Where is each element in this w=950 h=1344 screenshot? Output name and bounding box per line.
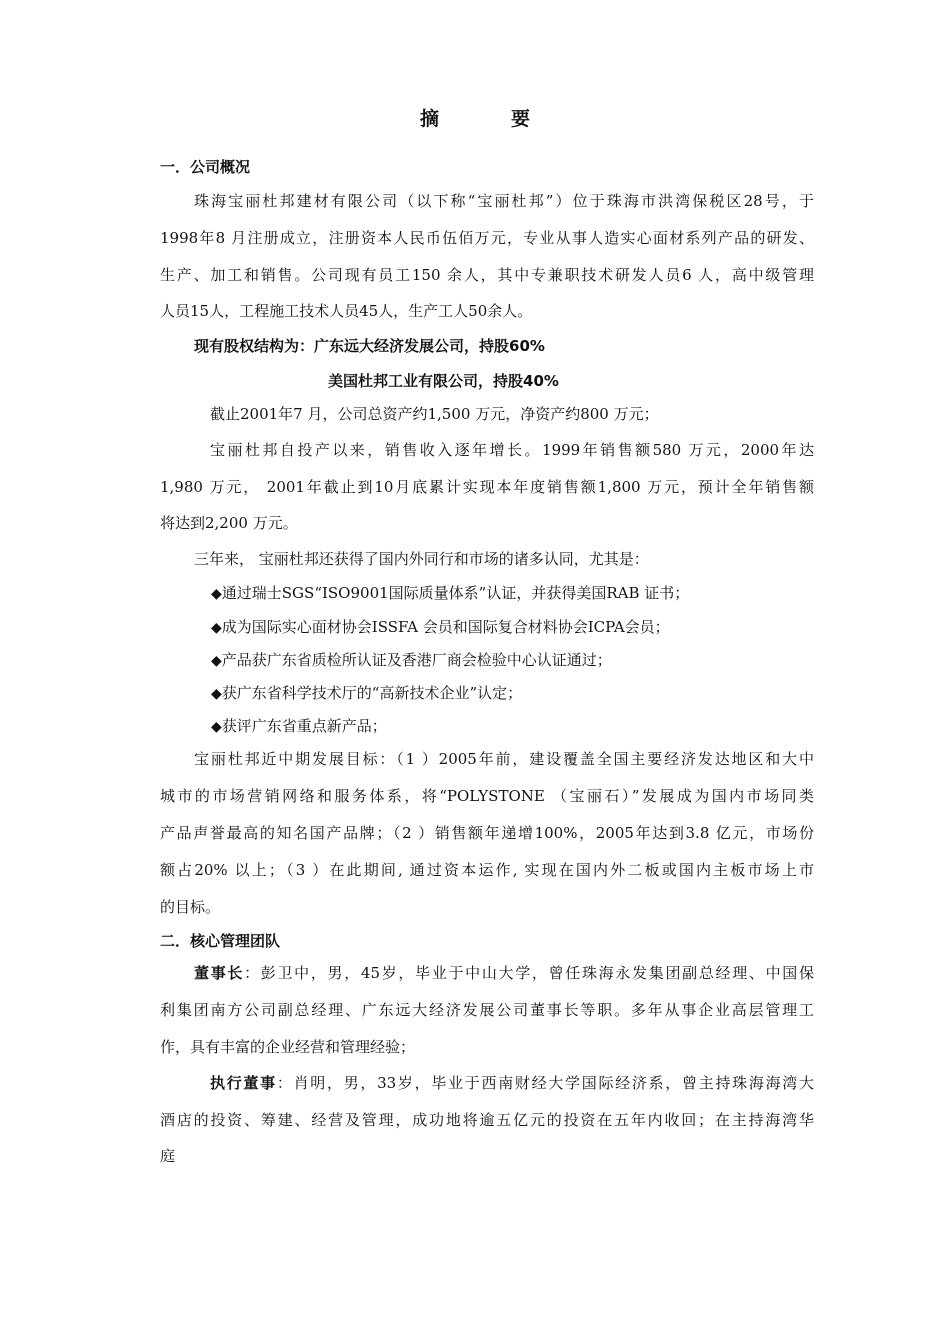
recognition-intro: 三年来， 宝丽杜邦还获得了国内外同行和市场的诸多认同，尤其是： [194, 550, 649, 568]
section-heading-company-overview: 一．公司概况 [160, 158, 251, 176]
overview-line-2: 1998年8 月注册成立，注册资本人民币伍佰万元，专业从事人造实心面材系列产品的研发、 [160, 229, 814, 247]
assets-line: 截止2001年7 月，公司总资产约1,500 万元，净资产约800 万元； [210, 405, 659, 423]
bullet-item-1: ◆ 通过瑞士SGS“ISO9001国际质量体系”认证，并获得美国RAB 证书； [211, 583, 689, 604]
section-heading-management-team: 二．核心管理团队 [160, 932, 281, 950]
chairman-label: 董事长 [194, 964, 245, 982]
exec-director-line-3: 庭 [160, 1147, 176, 1165]
sales-line-2: 1,980 万元， 2001年截止到10月底累计实现本年度销售额1,800 万元，预计全年销售额 [160, 478, 814, 496]
overview-line-3: 生产、加工和销售。公司现有员工150 余人，其中专兼职技术研发人员6 人，高中级管理 [160, 266, 814, 284]
exec-director-line-1: 执行董事：肖明，男，33岁，毕业于西南财经大学国际经济系，曾主持珠海海湾大 [210, 1074, 814, 1092]
overview-line-1: 珠海宝丽杜邦建材有限公司（以下称“宝丽杜邦”）位于珠海市洪湾保税区28号，于 [194, 192, 814, 210]
chairman-line-1: 董事长：彭卫中，男，45岁，毕业于中山大学，曾任珠海永发集团副总经理、中国保 [194, 964, 814, 982]
chairman-line-3: 作，具有丰富的企业经营和管理经验； [160, 1038, 416, 1056]
chairman-line-2: 利集团南方公司副总经理、广东远大经济发展公司董事长等职。多年从事企业高层管理工 [160, 1001, 814, 1019]
sales-line-1: 宝丽杜邦自投产以来，销售收入逐年增长。1999年销售额580 万元，2000年达 [210, 441, 814, 459]
exec-director-label: 执行董事 [210, 1074, 277, 1092]
goals-line-3: 产品声誉最高的知名国产品牌；（2 ）销售额年递增100%，2005年达到3.8 亿元，市场份 [160, 824, 814, 842]
equity-structure-line-2: 美国杜邦工业有限公司，持股40% [328, 372, 559, 390]
bullet-item-2: ◆ 成为国际实心面材协会ISSFA 会员和国际复合材料协会ICPA会员； [211, 617, 670, 638]
bullet-item-4: ◆ 获广东省科学技术厅的“高新技术企业”认定； [211, 683, 522, 704]
exec-director-line-2: 酒店的投资、筹建、经营及管理，成功地将逾五亿元的投资在五年内收回；在主持海湾华 [160, 1111, 814, 1129]
bullet-item-5: ◆ 获评广东省重点新产品； [211, 716, 387, 737]
sales-line-3: 将达到2,200 万元。 [160, 514, 298, 532]
goals-line-2: 城市的市场营销网络和服务体系，将“POLYSTONE （宝丽石）”发展成为国内市场同类 [160, 787, 814, 805]
title-char-left: 摘 [419, 108, 439, 130]
page-title [0, 104, 950, 131]
goals-line-5: 的目标。 [160, 898, 221, 916]
equity-structure-line-1: 现有股权结构为：广东远大经济发展公司，持股60% [194, 337, 545, 355]
title-char-right: 要 [511, 108, 531, 130]
goals-line-1: 宝丽杜邦近中期发展目标：（1 ）2005年前，建设覆盖全国主要经济发达地区和大中 [194, 750, 814, 768]
overview-line-4: 人员15人，工程施工技术人员45人，生产工人50余人。 [160, 302, 533, 320]
goals-line-4: 额占20% 以上；（3 ）在此期间, 通过资本运作, 实现在国内外二板或国内主板市场上市 [160, 861, 814, 879]
bullet-item-3: ◆ 产品获广东省质检所认证及香港厂商会检验中心认证通过； [211, 650, 612, 671]
